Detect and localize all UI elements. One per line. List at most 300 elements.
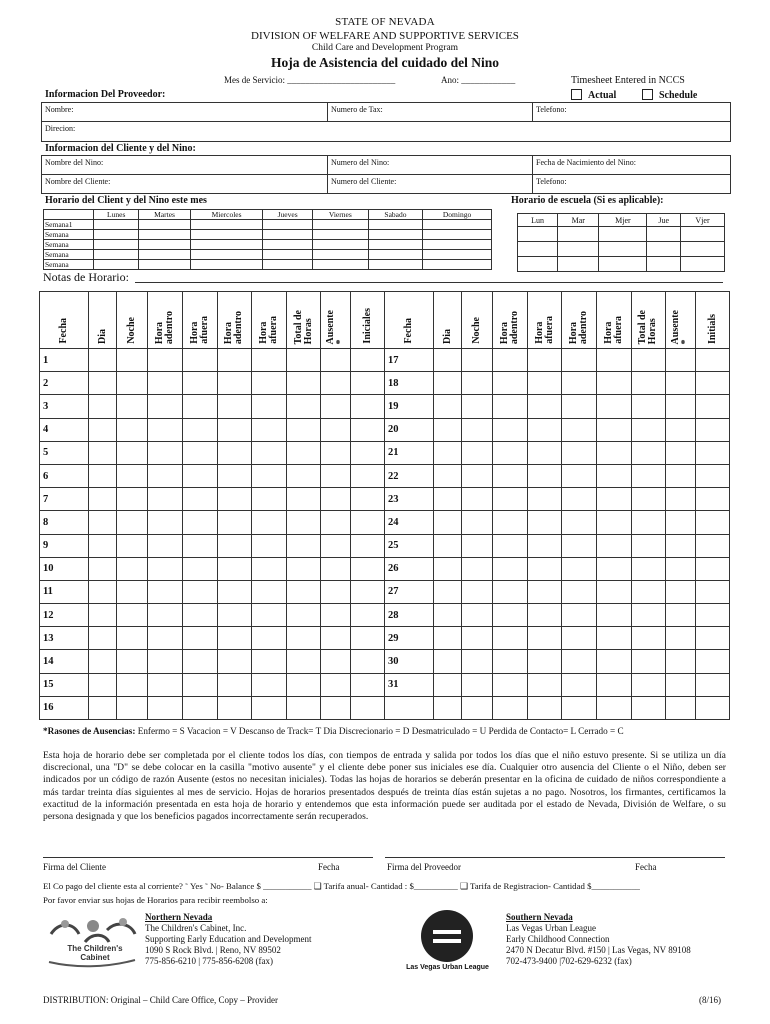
attendance-cell[interactable] <box>321 511 351 534</box>
attendance-cell[interactable] <box>182 349 217 372</box>
attendance-cell[interactable] <box>493 418 528 441</box>
attendance-cell[interactable] <box>321 580 351 603</box>
attendance-cell[interactable] <box>217 395 252 418</box>
attendance-cell[interactable] <box>351 580 384 603</box>
attendance-cell[interactable] <box>252 604 287 627</box>
attendance-cell[interactable] <box>527 557 562 580</box>
attendance-cell[interactable] <box>461 696 492 719</box>
attendance-cell[interactable] <box>597 557 632 580</box>
attendance-cell[interactable] <box>252 488 287 511</box>
attendance-cell[interactable] <box>696 673 730 696</box>
attendance-cell[interactable] <box>286 372 321 395</box>
attendance-cell[interactable] <box>666 534 696 557</box>
attendance-cell[interactable] <box>666 580 696 603</box>
attendance-cell[interactable] <box>597 441 632 464</box>
attendance-cell[interactable] <box>461 441 492 464</box>
attendance-cell[interactable] <box>117 511 148 534</box>
attendance-cell[interactable] <box>631 604 666 627</box>
attendance-cell[interactable] <box>597 534 632 557</box>
attendance-cell[interactable] <box>321 349 351 372</box>
attendance-cell[interactable] <box>493 511 528 534</box>
schedule-cell[interactable] <box>94 230 139 240</box>
attendance-cell[interactable] <box>117 372 148 395</box>
attendance-cell[interactable] <box>461 464 492 487</box>
schedule-cell[interactable] <box>94 240 139 250</box>
attendance-cell[interactable] <box>631 395 666 418</box>
attendance-cell[interactable] <box>182 557 217 580</box>
attendance-cell[interactable] <box>631 418 666 441</box>
attendance-cell[interactable] <box>493 627 528 650</box>
attendance-cell[interactable] <box>493 464 528 487</box>
attendance-cell[interactable] <box>434 650 462 673</box>
attendance-cell[interactable] <box>217 464 252 487</box>
attendance-cell[interactable] <box>527 650 562 673</box>
attendance-cell[interactable] <box>286 557 321 580</box>
attendance-cell[interactable] <box>666 349 696 372</box>
attendance-cell[interactable] <box>182 395 217 418</box>
attendance-cell[interactable] <box>351 441 384 464</box>
attendance-cell[interactable] <box>562 673 597 696</box>
attendance-cell[interactable] <box>182 673 217 696</box>
attendance-cell[interactable] <box>351 557 384 580</box>
attendance-cell[interactable] <box>597 349 632 372</box>
attendance-cell[interactable] <box>527 441 562 464</box>
attendance-cell[interactable] <box>631 627 666 650</box>
attendance-cell[interactable] <box>666 557 696 580</box>
attendance-cell[interactable] <box>117 604 148 627</box>
attendance-cell[interactable] <box>493 580 528 603</box>
schedule-cell[interactable] <box>190 260 263 270</box>
ano-field[interactable]: Ano: ____________ <box>441 75 516 85</box>
attendance-cell[interactable] <box>217 349 252 372</box>
schedule-cell[interactable] <box>263 220 312 230</box>
attendance-cell[interactable] <box>351 627 384 650</box>
attendance-cell[interactable] <box>252 349 287 372</box>
attendance-cell[interactable] <box>148 488 183 511</box>
attendance-cell[interactable] <box>527 372 562 395</box>
attendance-cell[interactable] <box>148 511 183 534</box>
client-signature-line[interactable] <box>43 857 373 858</box>
attendance-cell[interactable] <box>148 650 183 673</box>
attendance-cell[interactable] <box>666 511 696 534</box>
attendance-cell[interactable] <box>182 511 217 534</box>
attendance-cell[interactable] <box>148 372 183 395</box>
attendance-cell[interactable] <box>493 488 528 511</box>
school-cell[interactable] <box>518 227 558 242</box>
attendance-cell[interactable] <box>696 696 730 719</box>
attendance-cell[interactable] <box>696 580 730 603</box>
provider-signature-line[interactable] <box>385 857 725 858</box>
attendance-cell[interactable] <box>148 395 183 418</box>
attendance-cell[interactable] <box>527 349 562 372</box>
attendance-cell[interactable] <box>252 534 287 557</box>
attendance-cell[interactable] <box>182 488 217 511</box>
schedule-cell[interactable] <box>423 220 492 230</box>
attendance-cell[interactable] <box>252 580 287 603</box>
actual-checkbox[interactable] <box>571 89 616 101</box>
attendance-cell[interactable] <box>117 349 148 372</box>
notes-field[interactable] <box>43 270 723 285</box>
attendance-cell[interactable] <box>182 604 217 627</box>
attendance-cell[interactable] <box>434 557 462 580</box>
schedule-cell[interactable] <box>368 250 422 260</box>
attendance-cell[interactable] <box>89 441 117 464</box>
attendance-cell[interactable] <box>527 604 562 627</box>
schedule-cell[interactable] <box>190 230 263 240</box>
attendance-cell[interactable] <box>117 650 148 673</box>
attendance-cell[interactable] <box>89 534 117 557</box>
schedule-cell[interactable] <box>94 220 139 230</box>
attendance-cell[interactable] <box>597 488 632 511</box>
attendance-cell[interactable] <box>562 534 597 557</box>
attendance-cell[interactable] <box>351 673 384 696</box>
child-dob-field[interactable]: Fecha de Nacimiento del Nino: <box>533 156 731 175</box>
school-cell[interactable] <box>558 227 599 242</box>
attendance-cell[interactable] <box>527 418 562 441</box>
schedule-cell[interactable] <box>423 240 492 250</box>
schedule-cell[interactable] <box>139 260 190 270</box>
attendance-cell[interactable] <box>217 604 252 627</box>
attendance-cell[interactable] <box>434 349 462 372</box>
attendance-cell[interactable] <box>696 604 730 627</box>
attendance-cell[interactable] <box>527 534 562 557</box>
school-cell[interactable] <box>681 227 725 242</box>
attendance-cell[interactable] <box>351 464 384 487</box>
schedule-cell[interactable] <box>423 260 492 270</box>
schedule-cell[interactable] <box>139 230 190 240</box>
attendance-cell[interactable] <box>434 488 462 511</box>
attendance-cell[interactable] <box>631 580 666 603</box>
attendance-cell[interactable] <box>527 511 562 534</box>
attendance-cell[interactable] <box>527 395 562 418</box>
attendance-cell[interactable] <box>217 673 252 696</box>
schedule-cell[interactable] <box>312 230 368 240</box>
schedule-checkbox[interactable] <box>642 89 697 101</box>
schedule-cell[interactable] <box>263 240 312 250</box>
attendance-cell[interactable] <box>89 604 117 627</box>
attendance-cell[interactable] <box>117 395 148 418</box>
attendance-cell[interactable] <box>182 696 217 719</box>
attendance-cell[interactable] <box>461 488 492 511</box>
attendance-cell[interactable] <box>351 349 384 372</box>
attendance-cell[interactable] <box>117 464 148 487</box>
attendance-cell[interactable] <box>434 534 462 557</box>
schedule-cell[interactable] <box>423 230 492 240</box>
attendance-cell[interactable] <box>286 349 321 372</box>
attendance-cell[interactable] <box>286 534 321 557</box>
attendance-cell[interactable] <box>321 673 351 696</box>
attendance-cell[interactable] <box>148 534 183 557</box>
attendance-cell[interactable] <box>434 673 462 696</box>
client-number-field[interactable]: Numero del Cliente: <box>328 175 533 194</box>
attendance-cell[interactable] <box>89 511 117 534</box>
provider-phone-field[interactable]: Telefono: <box>533 103 731 122</box>
attendance-cell[interactable] <box>89 372 117 395</box>
attendance-cell[interactable] <box>252 511 287 534</box>
schedule-cell[interactable] <box>368 260 422 270</box>
schedule-cell[interactable] <box>190 220 263 230</box>
attendance-cell[interactable] <box>89 418 117 441</box>
attendance-cell[interactable] <box>148 627 183 650</box>
attendance-cell[interactable] <box>182 650 217 673</box>
attendance-cell[interactable] <box>321 627 351 650</box>
attendance-cell[interactable] <box>89 650 117 673</box>
attendance-cell[interactable] <box>351 418 384 441</box>
attendance-cell[interactable] <box>562 488 597 511</box>
attendance-cell[interactable] <box>597 696 632 719</box>
attendance-cell[interactable] <box>527 488 562 511</box>
attendance-cell[interactable] <box>321 696 351 719</box>
attendance-cell[interactable] <box>597 464 632 487</box>
school-cell[interactable] <box>518 242 558 257</box>
attendance-cell[interactable] <box>562 627 597 650</box>
attendance-cell[interactable] <box>148 557 183 580</box>
attendance-cell[interactable] <box>527 580 562 603</box>
attendance-cell[interactable] <box>252 557 287 580</box>
attendance-cell[interactable] <box>631 650 666 673</box>
attendance-cell[interactable] <box>89 557 117 580</box>
attendance-cell[interactable] <box>666 488 696 511</box>
attendance-cell[interactable] <box>351 650 384 673</box>
attendance-cell[interactable] <box>351 372 384 395</box>
attendance-cell[interactable] <box>351 511 384 534</box>
attendance-cell[interactable] <box>461 580 492 603</box>
attendance-cell[interactable] <box>434 395 462 418</box>
attendance-cell[interactable] <box>631 696 666 719</box>
attendance-cell[interactable] <box>527 627 562 650</box>
attendance-cell[interactable] <box>597 627 632 650</box>
attendance-cell[interactable] <box>286 673 321 696</box>
attendance-cell[interactable] <box>562 464 597 487</box>
attendance-cell[interactable] <box>182 418 217 441</box>
schedule-cell[interactable] <box>94 260 139 270</box>
attendance-cell[interactable] <box>631 673 666 696</box>
attendance-cell[interactable] <box>286 627 321 650</box>
attendance-cell[interactable] <box>321 650 351 673</box>
attendance-cell[interactable] <box>182 627 217 650</box>
attendance-cell[interactable] <box>434 696 462 719</box>
schedule-cell[interactable] <box>312 260 368 270</box>
attendance-cell[interactable] <box>117 488 148 511</box>
attendance-cell[interactable] <box>631 441 666 464</box>
attendance-cell[interactable] <box>696 464 730 487</box>
schedule-cell[interactable] <box>139 220 190 230</box>
attendance-cell[interactable] <box>562 418 597 441</box>
attendance-cell[interactable] <box>217 580 252 603</box>
attendance-cell[interactable] <box>148 604 183 627</box>
attendance-cell[interactable] <box>493 441 528 464</box>
attendance-cell[interactable] <box>321 372 351 395</box>
attendance-cell[interactable] <box>434 418 462 441</box>
attendance-cell[interactable] <box>434 372 462 395</box>
attendance-cell[interactable] <box>286 418 321 441</box>
attendance-cell[interactable] <box>217 418 252 441</box>
attendance-cell[interactable] <box>527 696 562 719</box>
attendance-cell[interactable] <box>252 464 287 487</box>
attendance-cell[interactable] <box>631 372 666 395</box>
school-cell[interactable] <box>647 242 681 257</box>
attendance-cell[interactable] <box>666 418 696 441</box>
attendance-cell[interactable] <box>182 441 217 464</box>
attendance-cell[interactable] <box>117 557 148 580</box>
attendance-cell[interactable] <box>461 604 492 627</box>
attendance-cell[interactable] <box>493 673 528 696</box>
attendance-cell[interactable] <box>527 673 562 696</box>
attendance-cell[interactable] <box>493 696 528 719</box>
attendance-cell[interactable] <box>696 534 730 557</box>
school-cell[interactable] <box>681 242 725 257</box>
attendance-cell[interactable] <box>493 534 528 557</box>
attendance-cell[interactable] <box>631 511 666 534</box>
attendance-cell[interactable] <box>148 580 183 603</box>
attendance-cell[interactable] <box>597 395 632 418</box>
attendance-cell[interactable] <box>597 511 632 534</box>
attendance-cell[interactable] <box>217 696 252 719</box>
attendance-cell[interactable] <box>286 441 321 464</box>
attendance-cell[interactable] <box>461 650 492 673</box>
schedule-cell[interactable] <box>312 250 368 260</box>
schedule-cell[interactable] <box>312 240 368 250</box>
attendance-cell[interactable] <box>89 696 117 719</box>
attendance-cell[interactable] <box>217 372 252 395</box>
attendance-cell[interactable] <box>562 349 597 372</box>
attendance-cell[interactable] <box>351 604 384 627</box>
attendance-cell[interactable] <box>527 464 562 487</box>
attendance-cell[interactable] <box>252 696 287 719</box>
attendance-cell[interactable] <box>597 673 632 696</box>
attendance-cell[interactable] <box>286 604 321 627</box>
attendance-cell[interactable] <box>696 627 730 650</box>
school-cell[interactable] <box>558 242 599 257</box>
schedule-cell[interactable] <box>368 230 422 240</box>
attendance-cell[interactable] <box>666 627 696 650</box>
attendance-cell[interactable] <box>666 604 696 627</box>
attendance-cell[interactable] <box>631 349 666 372</box>
client-name-field[interactable]: Nombre del Cliente: <box>42 175 328 194</box>
attendance-cell[interactable] <box>321 395 351 418</box>
schedule-cell[interactable] <box>423 250 492 260</box>
attendance-cell[interactable] <box>461 395 492 418</box>
attendance-cell[interactable] <box>493 395 528 418</box>
attendance-cell[interactable] <box>666 673 696 696</box>
attendance-cell[interactable] <box>286 650 321 673</box>
attendance-cell[interactable] <box>217 534 252 557</box>
attendance-cell[interactable] <box>117 580 148 603</box>
attendance-cell[interactable] <box>562 696 597 719</box>
attendance-cell[interactable] <box>252 650 287 673</box>
schedule-cell[interactable] <box>368 240 422 250</box>
mes-servicio-field[interactable]: Mes de Servicio: ________________________ <box>224 75 396 85</box>
attendance-cell[interactable] <box>286 395 321 418</box>
provider-address-field[interactable]: Direcion: <box>42 122 731 142</box>
attendance-cell[interactable] <box>493 604 528 627</box>
attendance-cell[interactable] <box>696 650 730 673</box>
attendance-cell[interactable] <box>461 372 492 395</box>
attendance-cell[interactable] <box>148 349 183 372</box>
attendance-cell[interactable] <box>217 511 252 534</box>
attendance-cell[interactable] <box>434 464 462 487</box>
attendance-cell[interactable] <box>252 418 287 441</box>
attendance-cell[interactable] <box>461 673 492 696</box>
attendance-cell[interactable] <box>461 557 492 580</box>
attendance-cell[interactable] <box>148 696 183 719</box>
attendance-cell[interactable] <box>696 441 730 464</box>
attendance-cell[interactable] <box>493 557 528 580</box>
attendance-cell[interactable] <box>321 604 351 627</box>
attendance-cell[interactable] <box>597 604 632 627</box>
attendance-cell[interactable] <box>117 534 148 557</box>
attendance-cell[interactable] <box>666 372 696 395</box>
attendance-cell[interactable] <box>351 534 384 557</box>
attendance-cell[interactable] <box>252 395 287 418</box>
attendance-cell[interactable] <box>182 372 217 395</box>
school-cell[interactable] <box>599 242 647 257</box>
schedule-cell[interactable] <box>139 250 190 260</box>
attendance-cell[interactable] <box>117 673 148 696</box>
schedule-cell[interactable] <box>190 240 263 250</box>
attendance-cell[interactable] <box>666 441 696 464</box>
attendance-cell[interactable] <box>217 441 252 464</box>
attendance-cell[interactable] <box>351 488 384 511</box>
attendance-cell[interactable] <box>286 696 321 719</box>
attendance-cell[interactable] <box>182 580 217 603</box>
attendance-cell[interactable] <box>351 395 384 418</box>
schedule-cell[interactable] <box>190 250 263 260</box>
attendance-cell[interactable] <box>562 604 597 627</box>
attendance-cell[interactable] <box>696 511 730 534</box>
attendance-cell[interactable] <box>666 650 696 673</box>
attendance-cell[interactable] <box>597 418 632 441</box>
attendance-cell[interactable] <box>597 372 632 395</box>
client-phone-field[interactable]: Telefono: <box>533 175 731 194</box>
copay-line[interactable]: El Co pago del cliente esta al corriente? ˜ Yes ˜ No- Balance $ ___________ ❑ Tarifa anual- Cantidad : $__________ ❑ Tarifa de Registracion- Cantidad $___________ <box>43 881 640 891</box>
attendance-cell[interactable] <box>321 418 351 441</box>
attendance-cell[interactable] <box>696 349 730 372</box>
attendance-cell[interactable] <box>117 441 148 464</box>
attendance-cell[interactable] <box>351 696 384 719</box>
school-cell[interactable] <box>647 227 681 242</box>
attendance-cell[interactable] <box>562 511 597 534</box>
schedule-cell[interactable] <box>312 220 368 230</box>
attendance-cell[interactable] <box>461 627 492 650</box>
schedule-cell[interactable] <box>263 230 312 240</box>
school-cell[interactable] <box>599 227 647 242</box>
attendance-cell[interactable] <box>434 580 462 603</box>
attendance-cell[interactable] <box>562 441 597 464</box>
attendance-cell[interactable] <box>217 557 252 580</box>
attendance-cell[interactable] <box>493 372 528 395</box>
attendance-cell[interactable] <box>252 441 287 464</box>
attendance-cell[interactable] <box>148 418 183 441</box>
attendance-cell[interactable] <box>321 557 351 580</box>
attendance-cell[interactable] <box>434 511 462 534</box>
attendance-cell[interactable] <box>597 650 632 673</box>
attendance-cell[interactable] <box>89 395 117 418</box>
attendance-cell[interactable] <box>252 673 287 696</box>
attendance-cell[interactable] <box>666 395 696 418</box>
attendance-cell[interactable] <box>461 534 492 557</box>
attendance-cell[interactable] <box>631 488 666 511</box>
attendance-cell[interactable] <box>666 696 696 719</box>
schedule-cell[interactable] <box>94 250 139 260</box>
attendance-cell[interactable] <box>286 488 321 511</box>
child-name-field[interactable]: Nombre del Nino: <box>42 156 328 175</box>
attendance-cell[interactable] <box>631 534 666 557</box>
attendance-cell[interactable] <box>321 488 351 511</box>
attendance-cell[interactable] <box>493 650 528 673</box>
attendance-cell[interactable] <box>562 372 597 395</box>
attendance-cell[interactable] <box>597 580 632 603</box>
